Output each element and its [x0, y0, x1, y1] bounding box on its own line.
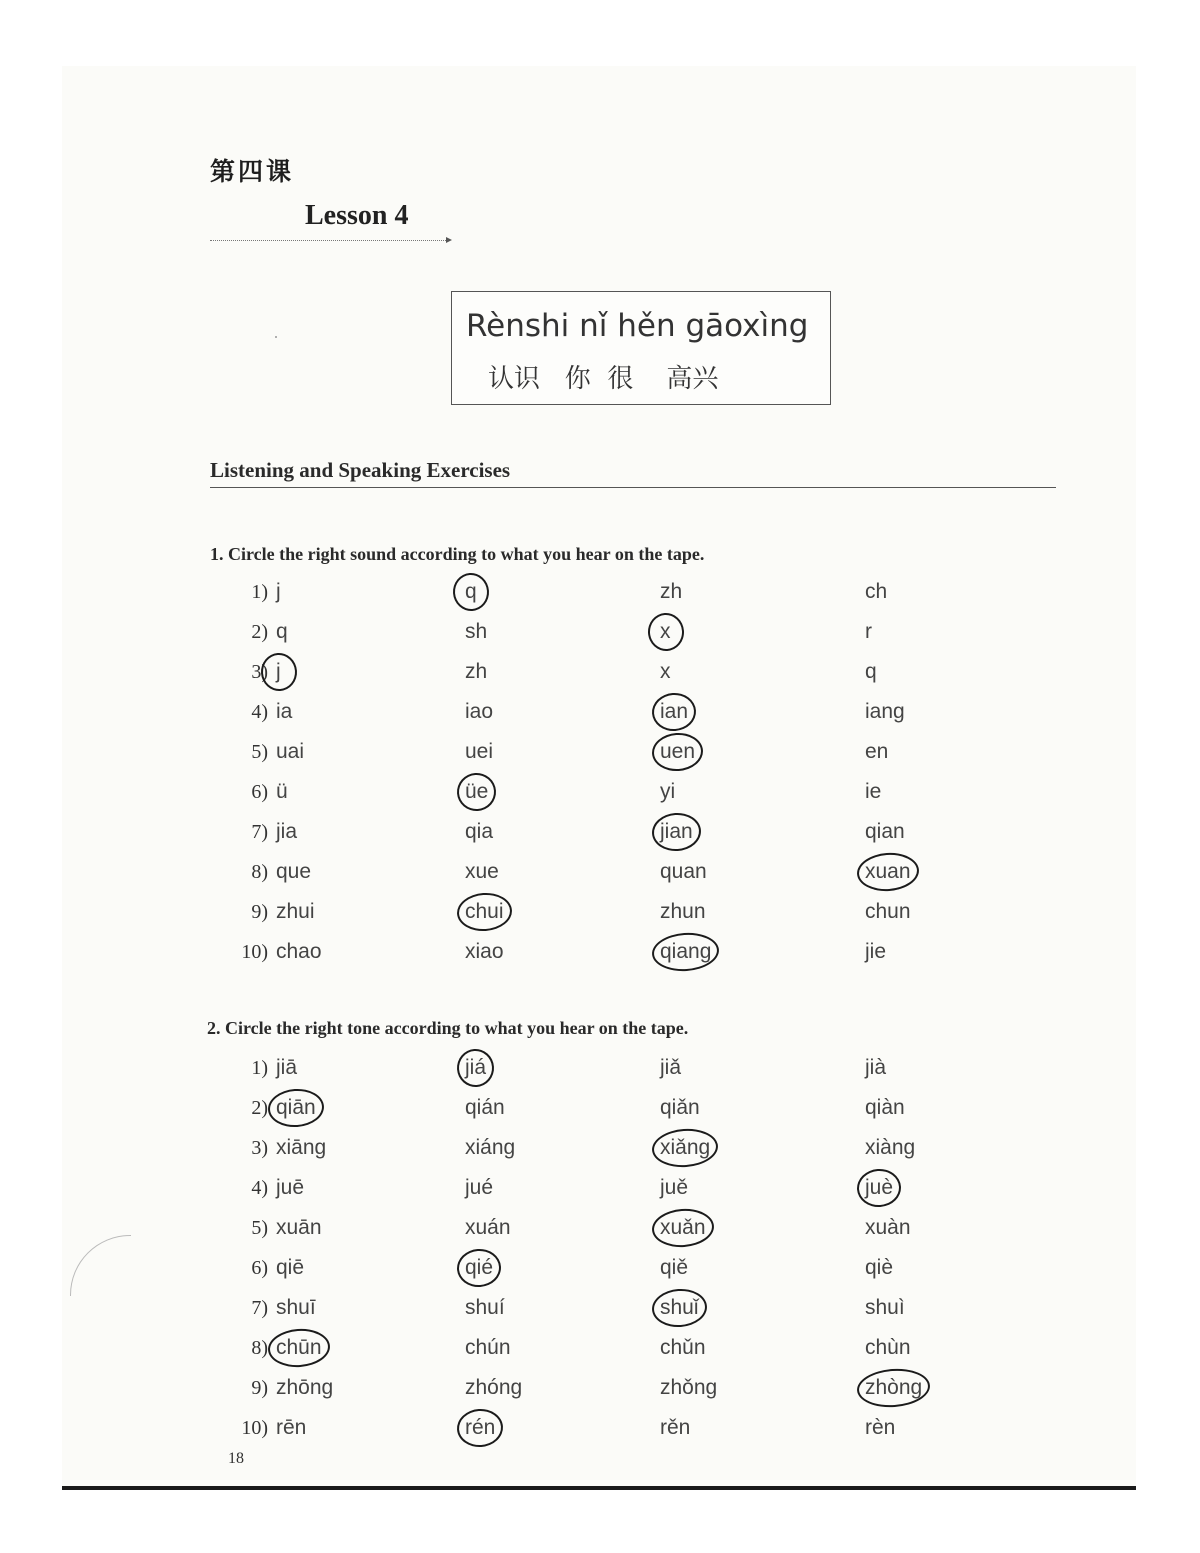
- row-number: 8): [251, 861, 268, 883]
- row-number: 7): [251, 821, 268, 843]
- row-number: 4): [251, 1177, 268, 1199]
- answer-option[interactable]: uen: [660, 740, 696, 763]
- page-number: 18: [228, 1450, 244, 1467]
- answer-option[interactable]: xiao: [465, 940, 504, 963]
- answer-option[interactable]: chǔn: [660, 1336, 706, 1359]
- answer-option[interactable]: shuí: [465, 1296, 505, 1319]
- answer-option[interactable]: q: [276, 620, 288, 643]
- answer-option[interactable]: juě: [660, 1176, 689, 1199]
- answer-option[interactable]: xiǎng: [660, 1136, 711, 1159]
- answer-option[interactable]: xuǎn: [660, 1216, 706, 1239]
- answer-option[interactable]: üe: [465, 780, 489, 803]
- answer-option[interactable]: chún: [465, 1336, 511, 1359]
- section-rule: [210, 487, 1056, 488]
- row-number: 9): [251, 901, 268, 923]
- answer-option[interactable]: ü: [276, 780, 288, 803]
- answer-option[interactable]: zhòng: [865, 1376, 923, 1399]
- answer-option[interactable]: rěn: [660, 1416, 691, 1439]
- answer-option[interactable]: rēn: [276, 1416, 307, 1439]
- exercise-1-instructions: 1. Circle the right sound according to what you hear on the tape.: [210, 544, 705, 564]
- answer-option[interactable]: jie: [865, 940, 887, 963]
- answer-option[interactable]: jiā: [276, 1056, 298, 1079]
- answer-option[interactable]: ie: [865, 780, 882, 803]
- answer-option[interactable]: zh: [465, 660, 488, 683]
- answer-option[interactable]: j: [276, 660, 281, 683]
- row-number: 10): [241, 1417, 268, 1439]
- row-number: 2): [251, 1097, 268, 1119]
- answer-option[interactable]: zhóng: [465, 1376, 523, 1399]
- answer-option[interactable]: jià: [865, 1056, 887, 1079]
- row-number: 6): [251, 781, 268, 803]
- answer-option[interactable]: x: [660, 660, 671, 683]
- row-number: 7): [251, 1297, 268, 1319]
- answer-option[interactable]: xuàn: [865, 1216, 911, 1239]
- answer-option[interactable]: ch: [865, 580, 888, 603]
- answer-option[interactable]: qia: [465, 820, 494, 843]
- answer-option[interactable]: qiě: [660, 1256, 689, 1279]
- row-number: 5): [251, 1217, 268, 1239]
- answer-option[interactable]: xue: [465, 860, 499, 883]
- answer-option[interactable]: xiāng: [276, 1136, 327, 1159]
- answer-option[interactable]: uei: [465, 740, 494, 763]
- answer-option[interactable]: shuī: [276, 1296, 316, 1319]
- answer-option[interactable]: qiē: [276, 1256, 305, 1279]
- answer-option[interactable]: xiàng: [865, 1136, 916, 1159]
- answer-option[interactable]: qiān: [276, 1096, 316, 1119]
- answer-option[interactable]: x: [660, 620, 671, 643]
- scanned-page: [62, 66, 1136, 1490]
- answer-option[interactable]: qiang: [660, 940, 712, 963]
- row-number: 5): [251, 741, 268, 763]
- answer-option[interactable]: que: [276, 860, 312, 883]
- answer-option[interactable]: rèn: [865, 1416, 896, 1439]
- answer-option[interactable]: xuan: [865, 860, 911, 883]
- answer-option[interactable]: iao: [465, 700, 494, 723]
- answer-option[interactable]: xuán: [465, 1216, 511, 1239]
- answer-option[interactable]: en: [865, 740, 889, 763]
- lesson-topic-box: [451, 291, 831, 405]
- answer-option[interactable]: qián: [465, 1096, 505, 1119]
- row-number: 9): [251, 1377, 268, 1399]
- answer-option[interactable]: yi: [660, 780, 676, 803]
- answer-option[interactable]: qiè: [865, 1256, 894, 1279]
- answer-option[interactable]: quan: [660, 860, 707, 883]
- answer-option[interactable]: zhǒng: [660, 1376, 718, 1399]
- answer-option[interactable]: chao: [276, 940, 322, 963]
- row-number: 3): [251, 1137, 268, 1159]
- answer-option[interactable]: jiǎ: [660, 1056, 682, 1079]
- row-number: 6): [251, 1257, 268, 1279]
- answer-option[interactable]: rén: [465, 1416, 496, 1439]
- answer-option[interactable]: ian: [660, 700, 689, 723]
- answer-option[interactable]: qian: [865, 820, 905, 843]
- answer-option[interactable]: zhui: [276, 900, 315, 923]
- answer-option[interactable]: zh: [660, 580, 683, 603]
- answer-option[interactable]: zhōng: [276, 1376, 334, 1399]
- row-number: 3): [251, 661, 268, 683]
- lesson-title-rule: [210, 240, 448, 241]
- answer-option[interactable]: xuān: [276, 1216, 322, 1239]
- answer-option[interactable]: shuì: [865, 1296, 905, 1319]
- answer-option[interactable]: qié: [465, 1256, 494, 1279]
- answer-option[interactable]: chui: [465, 900, 504, 923]
- answer-option[interactable]: qiàn: [865, 1096, 905, 1119]
- answer-option[interactable]: uai: [276, 740, 305, 763]
- answer-option[interactable]: chūn: [276, 1336, 322, 1359]
- topic-pinyin: Rènshi nǐ hěn gāoxìng: [466, 308, 809, 344]
- answer-option[interactable]: shuǐ: [660, 1296, 699, 1319]
- answer-option[interactable]: xiáng: [465, 1136, 516, 1159]
- row-number: 10): [241, 941, 268, 963]
- answer-option[interactable]: iang: [865, 700, 905, 723]
- lesson-title-english: Lesson 4: [305, 200, 409, 231]
- answer-option[interactable]: jiá: [465, 1056, 487, 1079]
- answer-option[interactable]: jué: [465, 1176, 494, 1199]
- answer-option[interactable]: q: [465, 580, 477, 603]
- answer-option[interactable]: qiǎn: [660, 1096, 700, 1119]
- lesson-title-chinese: 第四课: [210, 157, 295, 186]
- scan-speck: [275, 336, 277, 338]
- row-number: 2): [251, 621, 268, 643]
- answer-option[interactable]: ia: [276, 700, 293, 723]
- answer-option[interactable]: j: [276, 580, 281, 603]
- answer-option[interactable]: juè: [865, 1176, 894, 1199]
- row-number: 4): [251, 701, 268, 723]
- section-heading: Listening and Speaking Exercises: [210, 458, 511, 482]
- row-number: 1): [251, 1057, 268, 1079]
- answer-option[interactable]: sh: [465, 620, 488, 643]
- topic-hanzi: 认识 你 很 高兴: [488, 364, 719, 394]
- answer-option[interactable]: juē: [276, 1176, 305, 1199]
- answer-option[interactable]: chùn: [865, 1336, 911, 1359]
- row-number: 8): [251, 1337, 268, 1359]
- answer-option[interactable]: zhun: [660, 900, 706, 923]
- exercise-2-instructions: 2. Circle the right tone according to what you hear on the tape.: [207, 1018, 689, 1038]
- answer-option[interactable]: jia: [276, 820, 298, 843]
- answer-option[interactable]: jian: [660, 820, 693, 843]
- row-number: 1): [251, 581, 268, 603]
- answer-option[interactable]: r: [865, 620, 872, 643]
- answer-option[interactable]: chun: [865, 900, 911, 923]
- answer-option[interactable]: q: [865, 660, 877, 683]
